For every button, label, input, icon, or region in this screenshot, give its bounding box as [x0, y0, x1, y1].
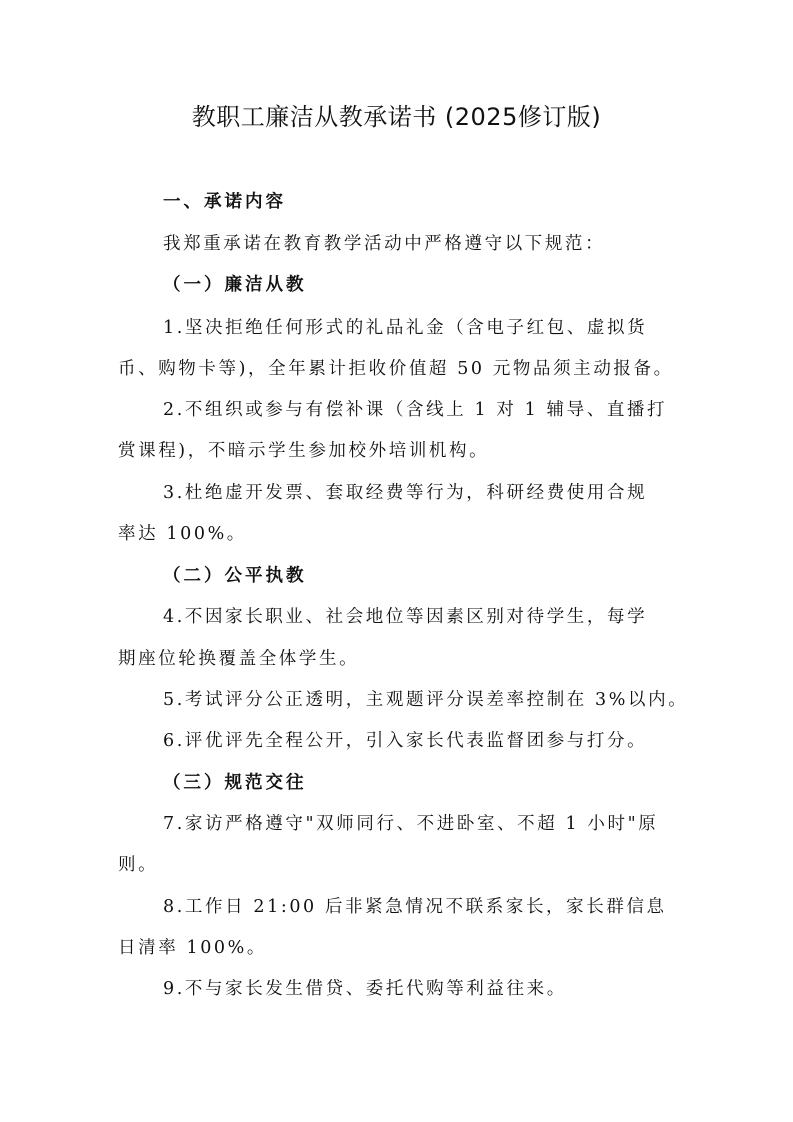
item-1-line-2: 币、购物卡等)，全年累计拒收价值超 50 元物品须主动报备。 [118, 359, 674, 379]
document-title: 教职工廉洁从教承诺书 (2025修订版) [191, 103, 602, 131]
item-3-line-2: 率达 100%。 [118, 524, 247, 544]
item-6-line-1: 6.评优评先全程公开，引入家长代表监督团参与打分。 [163, 731, 648, 751]
item-2-line-2: 赏课程)，不暗示学生参加校外培训机构。 [118, 441, 490, 461]
subsection-heading-fair-teaching: （二）公平执教 [163, 566, 307, 586]
item-4-line-2: 期座位轮换覆盖全体学生。 [118, 649, 360, 669]
item-5-line-1: 5.考试评分公正透明，主观题评分误差率控制在 3%以内。 [163, 690, 689, 710]
item-8-line-2: 日清率 100%。 [118, 938, 267, 958]
intro-paragraph: 我郑重承诺在教育教学活动中严格遵守以下规范： [163, 234, 606, 254]
item-2-line-1: 2.不组织或参与有偿补课（含线上 1 对 1 辅导、直播打 [163, 400, 668, 420]
item-7-line-2: 则。 [118, 855, 159, 875]
item-4-line-1: 4.不因家长职业、社会地位等因素区别对待学生，每学 [163, 607, 648, 627]
subsection-heading-proper-interaction: （三）规范交往 [163, 773, 307, 793]
section-heading-commitment-content: 一、承诺内容 [163, 192, 286, 212]
item-8-line-1: 8.工作日 21:00 后非紧急情况不联系家长，家长群信息 [163, 897, 667, 917]
item-9-line-1: 9.不与家长发生借贷、委托代购等利益往来。 [163, 979, 567, 999]
item-7-line-1: 7.家访严格遵守"双师同行、不进卧室、不超 1 小时"原 [163, 814, 659, 834]
item-1-line-1: 1.坚决拒绝任何形式的礼品礼金（含电子红包、虚拟货 [163, 318, 648, 338]
item-3-line-1: 3.杜绝虚开发票、套取经费等行为，科研经费使用合规 [163, 483, 648, 503]
subsection-heading-integrity: （一）廉洁从教 [163, 275, 307, 295]
